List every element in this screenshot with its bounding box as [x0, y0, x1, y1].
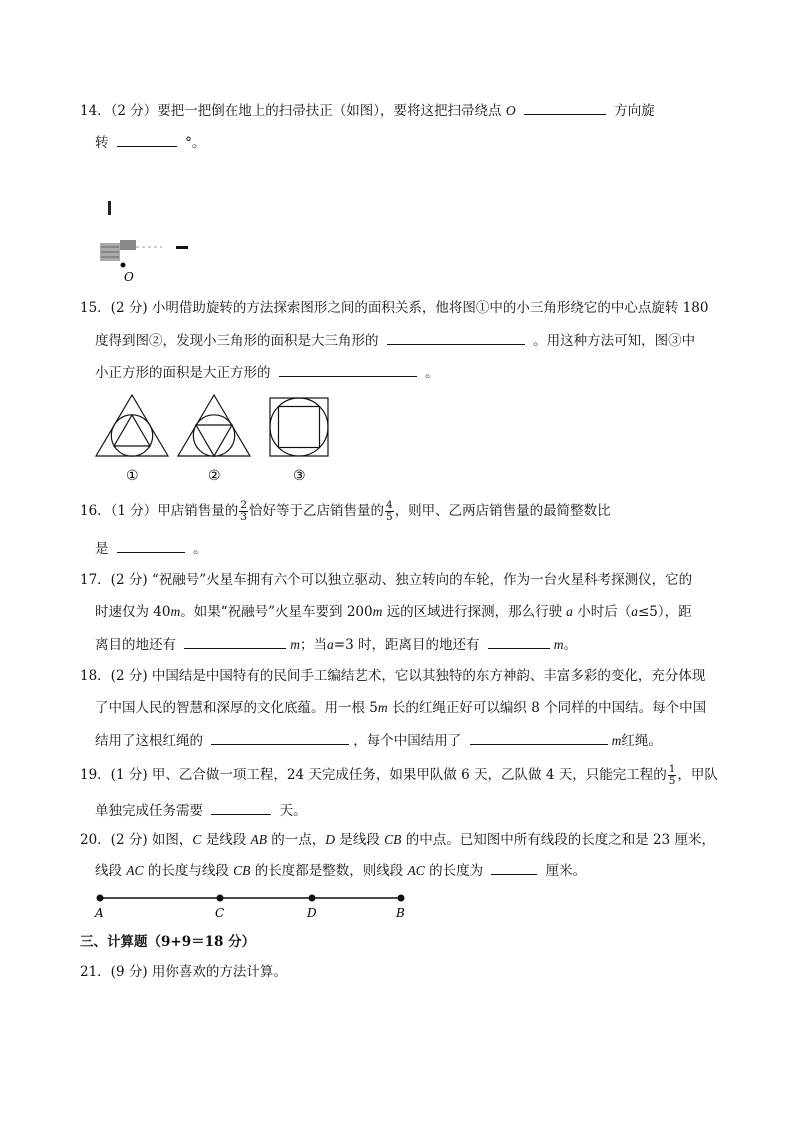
fraction-4-5: $\frac{4}{5}$ [386, 499, 393, 523]
label-b: B [396, 906, 405, 920]
broom-handle-base [120, 240, 136, 250]
point-o: O [505, 103, 516, 118]
q14-line2: 转 °。 [95, 132, 205, 153]
broom-end [176, 246, 188, 249]
figure-1 [96, 395, 168, 456]
broom-ghost-handle [108, 201, 111, 215]
point-b [398, 895, 405, 902]
point-a [97, 895, 104, 902]
point-c [217, 895, 224, 902]
q20-line2: 线段 AC 的长度与线段 CB 的长度都是整数，则线段 AC 的长度为 厘米。 [95, 860, 586, 881]
q17-line3: 离目的地还有 m；当a=3 时，距离目的地还有 m。 [95, 634, 577, 655]
figure-2 [178, 395, 250, 456]
broom-figure [92, 195, 202, 285]
q17-line2: 时速仅为 40m。如果“祝融号”火星车要到 200m 远的区域进行探测，那么行驶 a 小时后（a≤5），距 [95, 604, 692, 620]
q19-line2: 单独完成任务需要 天。 [95, 800, 307, 821]
q18-blank-1[interactable] [211, 730, 349, 745]
q14-line1: 14．（2 分）要把一把倒在地上的扫帚扶正（如图），要将这把扫帚绕点 O 方向旋 [80, 100, 655, 121]
q21-line: 21．(9 分) 用你喜欢的方法计算。 [80, 964, 287, 980]
q17-line1: 17．(2 分) “祝融号”火星车拥有六个可以独立驱动、独立转向的车轮，作为一台火星科考探测仪，它的 [80, 572, 693, 588]
figure-3 [270, 398, 328, 456]
pivot-label: O [124, 270, 134, 284]
section-3-heading: 三、计算题（9+9＝18 分） [80, 934, 256, 950]
q19-blank[interactable] [211, 800, 271, 815]
fraction-2-3: $\frac{2}{3}$ [240, 499, 247, 523]
label-c: C [215, 906, 225, 920]
point-d [309, 895, 316, 902]
q15-blank-1[interactable] [387, 330, 525, 345]
q17-blank-1[interactable] [184, 634, 286, 649]
q15-line2: 度得到图②，发现小三角形的面积是大三角形的 。用这种方法可知，图③中 [95, 330, 695, 351]
q16-line1: 16．（1 分）甲店销售量的 $\frac{2}{3}$ 恰好等于乙店销售量的 $\frac{4}{5}$ ，则甲、乙两店销售量的最简整数比 [80, 499, 611, 523]
q18-line1: 18．(2 分) 中国结是中国特有的民间手工编结艺术，它以其独特的东方神韵、丰富多彩的变化，充分体现 [80, 668, 706, 684]
q18-line3: 结用了这根红绳的 ，每个中国结用了 m红绳。 [95, 730, 662, 751]
q19-line1: 19．(1 分) 甲、乙合做一项工程，24 天完成任务，如果甲队做 6 天，乙队做 4 天，只能完工程的 $\frac{1}{5}$ ，甲队 [80, 763, 718, 787]
fig-label-2: ② [208, 468, 221, 484]
label-d: D [307, 906, 317, 920]
q14-blank-angle[interactable] [117, 132, 177, 147]
q20-blank[interactable] [491, 860, 537, 875]
q20-line1: 20．(2 分) 如图，C 是线段 AB 的一点，D 是线段 CB 的中点。已知图中所有线段的长度之和是 23 厘米， [80, 832, 715, 848]
q17-blank-2[interactable] [488, 634, 550, 649]
q18-blank-2[interactable] [470, 730, 608, 745]
q16-blank[interactable] [117, 538, 185, 553]
q15-blank-2[interactable] [279, 362, 417, 377]
label-a: A [95, 906, 104, 920]
segment-figure [90, 890, 420, 922]
q15-figures [92, 392, 372, 487]
q16-line2: 是 。 [95, 538, 207, 559]
q15-line1: 15．(2 分) 小明借助旋转的方法探索图形之间的面积关系，他将图①中的小三角形绕它的中心点旋转 180 [80, 300, 709, 316]
fig-label-1: ① [126, 468, 139, 484]
q18-line2: 了中国人民的智慧和深厚的文化底蕴。用一根 5m 长的红绳正好可以编织 8 个同样的中国结。每个中国 [95, 700, 707, 716]
q15-line3: 小正方形的面积是大正方形的 。 [95, 362, 439, 383]
q14-blank-direction[interactable] [524, 100, 606, 115]
pivot-point [121, 263, 126, 268]
fig-label-3: ③ [293, 468, 306, 484]
fraction-1-5: $\frac{1}{5}$ [668, 763, 676, 787]
